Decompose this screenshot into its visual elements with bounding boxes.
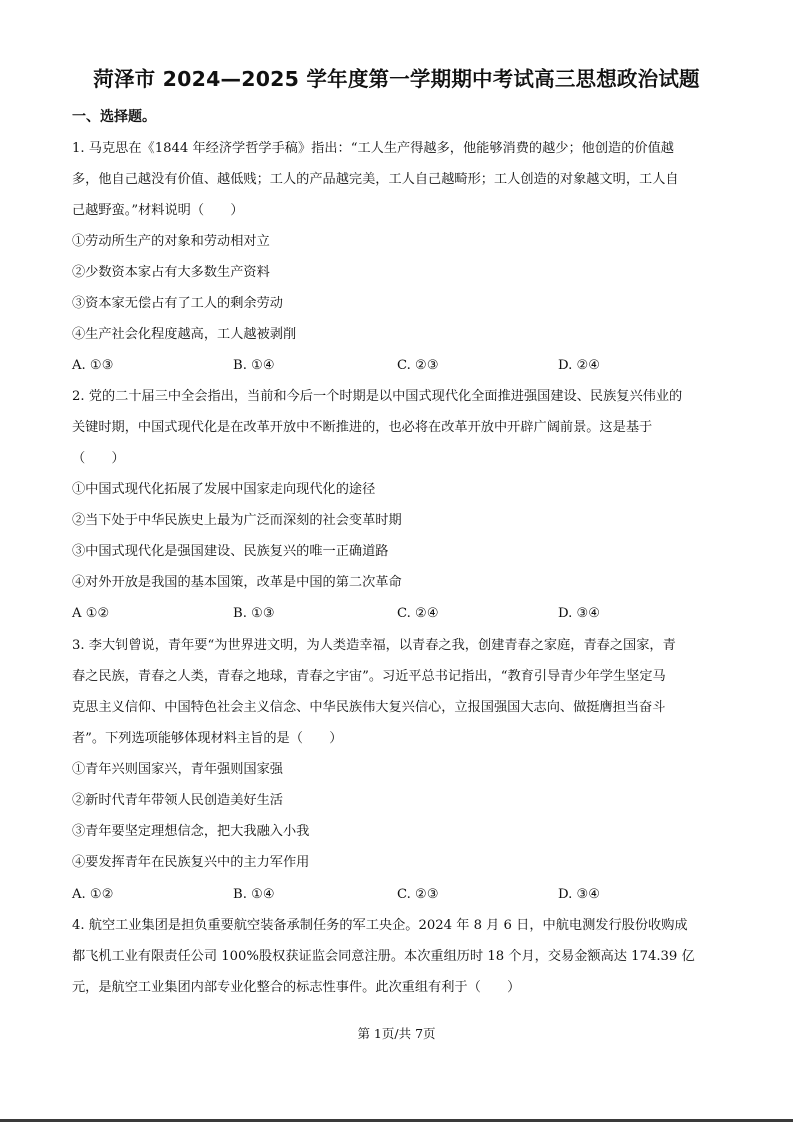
q1-statement: ③资本家无偿占有了工人的剩余劳动 (72, 296, 283, 311)
q2-choice-c: C. ②④ (397, 606, 439, 621)
q3-choice-c: C. ②③ (397, 887, 439, 902)
q3-statement: ③青年要坚定理想信念，把大我融入小我 (72, 824, 310, 839)
q3-statement: ④要发挥青年在民族复兴中的主力军作用 (72, 855, 310, 870)
q4-stem-line: 4. 航空工业集团是担负重要航空装备承制任务的军工央企。2024 年 8 月 6 日，中航电测发行股份收购成 (72, 918, 688, 933)
q2-statement: ③中国式现代化是强国建设、民族复兴的唯一正确道路 (72, 544, 389, 559)
q3-choices (72, 886, 722, 904)
q4-stem-line: 元，是航空工业集团内部专业化整合的标志性事件。此次重组有利于（ ） (72, 980, 521, 995)
q2-stem-line: 关键时期，中国式现代化是在改革开放中不断推进的，也必将在改革开放中开辟广阔前景。这是基于 (72, 420, 653, 435)
q3-statement: ②新时代青年带领人民创造美好生活 (72, 793, 283, 808)
q1-choice-b: B. ①④ (233, 358, 275, 373)
q2-choice-b: B. ①③ (233, 606, 275, 621)
q4-stem-line: 都飞机工业有限责任公司 100%股权获证监会同意注册。本次重组历时 18 个月，交易金额高达 174.39 亿 (72, 949, 695, 964)
q2-choice-d: D. ③④ (558, 606, 601, 621)
q3-choice-d: D. ③④ (558, 887, 601, 902)
q3-stem-line: 3. 李大钊曾说，青年要“为世界进文明，为人类造幸福，以青春之我，创建青春之家庭，青春之国家，青 (72, 638, 676, 653)
q1-statement: ②少数资本家占有大多数生产资料 (72, 265, 270, 280)
q2-statement: ②当下处于中华民族史上最为广泛而深刻的社会变革时期 (72, 513, 402, 528)
q1-stem-line: 己越野蛮。”材料说明（ ） (72, 203, 244, 218)
q3-choice-a: A. ①② (72, 887, 114, 902)
q1-choices (72, 357, 722, 375)
q3-statement: ①青年兴则国家兴，青年强则国家强 (72, 762, 283, 777)
q3-stem-line: 克思主义信仰、中国特色社会主义信念、中华民族伟大复兴信心，立报国强国大志向、做挺膺担当奋斗 (72, 700, 666, 715)
q2-statement: ①中国式现代化拓展了发展中国家走向现代化的途径 (72, 482, 376, 497)
q2-choice-a: A ①② (72, 606, 110, 621)
q2-statement: ④对外开放是我国的基本国策，改革是中国的第二次革命 (72, 575, 402, 590)
q3-stem-line: 春之民族，青春之人类，青春之地球，青春之宇宙”。习近平总书记指出，“教育引导青少年学生坚定马 (72, 669, 666, 684)
q3-choice-b: B. ①④ (233, 887, 275, 902)
q2-stem-line: 2. 党的二十届三中全会指出，当前和今后一个时期是以中国式现代化全面推进强国建设、民族复兴伟业的 (72, 389, 683, 404)
q1-choice-d: D. ②④ (558, 358, 601, 373)
q2-choices (72, 605, 722, 623)
q3-stem-line: 者”。下列选项能够体现材料主旨的是（ ） (72, 731, 343, 746)
page-footer: 第 1页/共 7页 (357, 1026, 436, 1041)
q1-stem-line: 1. 马克思在《1844 年经济学哲学手稿》指出：“工人生产得越多，他能够消费的越少；他创造的价值越 (72, 141, 674, 156)
q1-statement: ④生产社会化程度越高，工人越被剥削 (72, 327, 297, 342)
q1-choice-a: A. ①③ (72, 358, 114, 373)
section-heading: 一、选择题。 (72, 109, 156, 125)
page-title: 菏泽市 2024—2025 学年度第一学期期中考试高三思想政治试题 (93, 67, 700, 91)
q1-choice-c: C. ②③ (397, 358, 439, 373)
q1-stem-line: 多，他自己越没有价值、越低贱；工人的产品越完美，工人自己越畸形；工人创造的对象越文明，工人自 (72, 172, 679, 187)
q1-statement: ①劳动所生产的对象和劳动相对立 (72, 234, 270, 249)
q2-stem-line: （ ） (72, 451, 125, 466)
